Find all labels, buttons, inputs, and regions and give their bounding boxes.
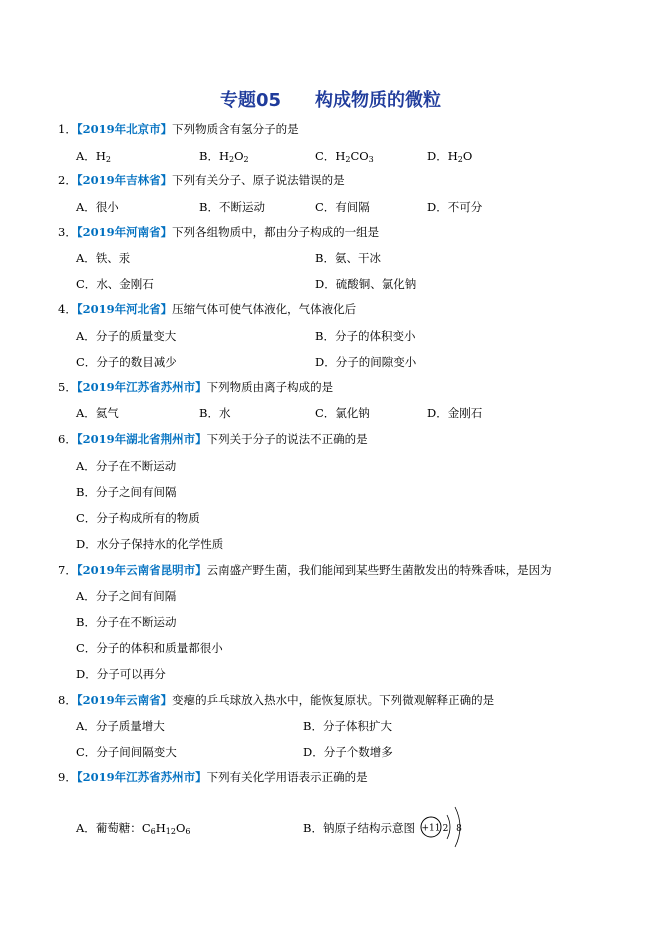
option-c: C．分子构成所有的物质	[76, 511, 200, 525]
shell-2-electrons: 8	[456, 824, 462, 834]
option-a: A．分子质量增大	[76, 719, 165, 733]
option-b: B．分子之间有间隔	[76, 485, 177, 499]
option-b: B．分子体积扩大	[303, 719, 392, 733]
question-8: 8．【2019年云南省】变瘪的乒乓球放入热水中，能恢复原状。下列微观解释正确的是	[58, 693, 495, 707]
page-title	[0, 86, 661, 112]
question-4: 4．【2019年河北省】压缩气体可使气体液化，气体液化后	[58, 302, 357, 316]
option-a: A．氦气	[76, 406, 119, 420]
option-c: C．氯化钠	[315, 406, 370, 420]
option-a: A．分子的质量变大	[76, 329, 177, 343]
title-prefix: 专题05	[219, 90, 282, 111]
question-9: 9．【2019年江苏省苏州市】下列有关化学用语表示正确的是	[58, 770, 368, 784]
option-b: B．分子的体积变小	[315, 329, 416, 343]
option-d: D．水分子保持水的化学性质	[76, 537, 224, 551]
question-3: 3．【2019年河南省】下列各组物质中，都由分子构成的一组是	[58, 225, 380, 239]
shell-1-electrons: 2	[442, 824, 449, 834]
option-a: A．$H_2$	[76, 149, 111, 164]
option-d: D．不可分	[427, 200, 483, 214]
option-c: C．有间隔	[315, 200, 370, 214]
question-6: 6．【2019年湖北省荆州市】下列关于分子的说法不正确的是	[58, 432, 368, 446]
question-stem: 下列物质含有氢分子的是	[172, 122, 299, 136]
option-c: C．分子的体积和质量都很小	[76, 641, 223, 655]
option-b: B．钠原子结构示意图	[303, 821, 415, 835]
title-main: 构成物质的微粒	[315, 90, 442, 111]
question-2: 2．【2019年吉林省】下列有关分子、原子说法错误的是	[58, 173, 345, 187]
option-a: A．很小	[76, 200, 119, 214]
option-b: B．分子在不断运动	[76, 615, 177, 629]
option-d: D．硫酸铜、氯化钠	[315, 277, 417, 291]
option-c: C．水、金刚石	[76, 277, 154, 291]
option-d: D．$H_2O$	[427, 149, 473, 164]
option-b: B．不断运动	[199, 200, 265, 214]
option-d: D．分子可以再分	[76, 667, 166, 681]
nucleus-charge: +11	[421, 823, 441, 834]
option-a: A．分子之间有间隔	[76, 589, 177, 603]
option-b: B．$H_2O_2$	[199, 149, 249, 164]
question-7: 7．【2019年云南省昆明市】云南盛产野生菌，我们能闻到某些野生菌散发出的特殊香味，是因为	[58, 563, 552, 577]
option-c: C．分子间间隔变大	[76, 745, 177, 759]
question-source-tag: 【2019年北京市】	[76, 122, 173, 136]
option-b: B．氨、干冰	[315, 251, 381, 265]
option-c: C．分子的数目减少	[76, 355, 177, 369]
option-d: D．分子的间隙变小	[315, 355, 417, 369]
sodium-atom-structure-diagram	[417, 797, 477, 857]
option-c: C．$H_2CO_3$	[315, 149, 374, 164]
option-a: A．葡萄糖：$C_6H_{12}O_6$	[76, 821, 191, 836]
option-d: D．分子个数增多	[303, 745, 393, 759]
question-5: 5．【2019年江苏省苏州市】下列物质由离子构成的是	[58, 380, 334, 394]
option-d: D．金刚石	[427, 406, 483, 420]
question-1	[58, 121, 299, 137]
question-number: 1．	[58, 122, 77, 136]
option-a: A．分子在不断运动	[76, 459, 177, 473]
option-b: B．水	[199, 406, 231, 420]
option-a: A．铁、汞	[76, 251, 131, 265]
